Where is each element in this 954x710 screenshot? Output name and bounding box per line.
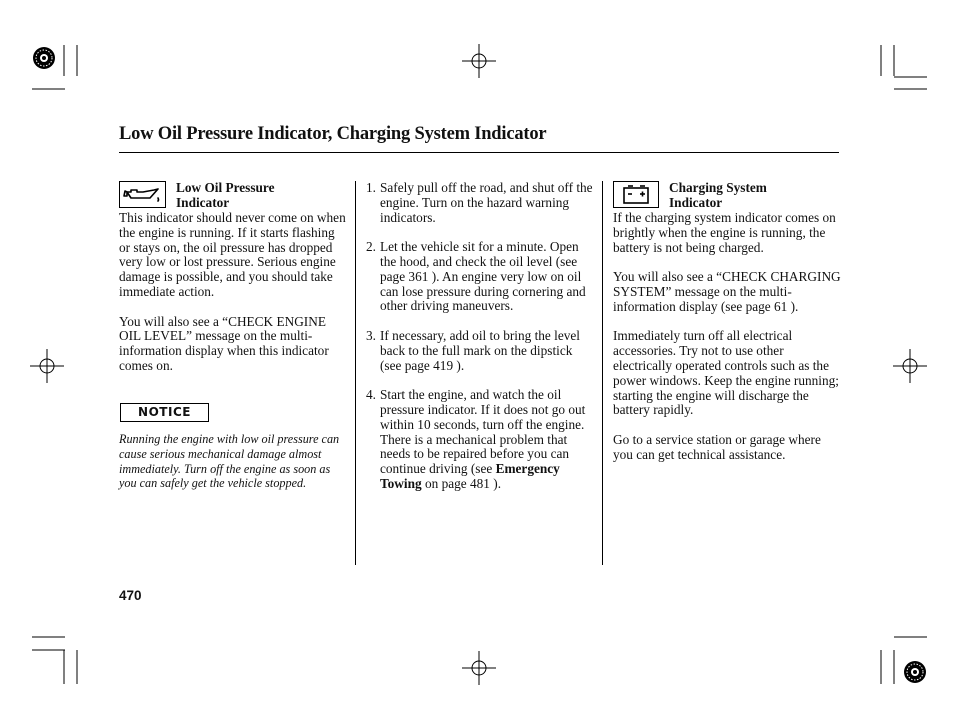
title-rule <box>119 152 839 153</box>
middle-column <box>366 181 596 507</box>
page-title: Low Oil Pressure Indicator, Charging System Indicator <box>119 124 547 144</box>
list-item: 4. Start the engine, and watch the oil pressure indicator. If it does not go out within 10 seconds, turn off the engine. There is a mechanical problem that needs to be repaired before you can continue driving (see Emergency Towing on page 481 ). <box>366 387 586 491</box>
oil-pressure-heading: Low Oil Pressure Indicator <box>176 180 275 210</box>
charging-indicator-box <box>613 181 659 208</box>
column-divider-left <box>355 181 356 565</box>
paragraph: You will also see a “CHECK ENGINE OIL LEVEL” message on the multi-information display when this indicator comes on. <box>119 313 329 373</box>
charging-system-body <box>613 211 841 477</box>
notice-text: Running the engine with low oil pressure can cause serious mechanical damage almost immediately. Turn off the engine as soon as you can safely get the vehicle stopped. <box>119 432 340 491</box>
charging-system-heading: Charging System Indicator <box>669 180 767 210</box>
list-item: 3. If necessary, add oil to bring the level back to the full mark on the dipstick (see page 419 ). <box>366 327 580 373</box>
paragraph: This indicator should never come on when the engine is running. If it starts flashing or stays on, the oil pressure has dropped very low or lost pressure. Serious engine damage is possible, and you should take immediate action. <box>119 210 346 299</box>
notice-label: NOTICE <box>120 403 209 422</box>
oil-can-icon <box>120 182 165 207</box>
battery-icon <box>614 182 658 207</box>
procedure-steps <box>366 181 596 492</box>
list-item: 2. Let the vehicle sit for a minute. Open the hood, and check the oil level (see page 361 ). An engine very low on oil can lose pressure during cornering and other driving maneuvers. <box>366 239 586 314</box>
oil-pressure-indicator-box <box>119 181 166 208</box>
paragraph: Go to a service station or garage where you can get technical assistance. <box>613 431 821 462</box>
emergency-towing-link[interactable]: Emergency Towing <box>380 461 560 491</box>
list-item: 1. Safely pull off the road, and shut off the engine. Turn on the hazard warning indicators. <box>366 180 593 225</box>
paragraph: Immediately turn off all electrical accessories. Try not to use other electrically operated controls such as the power windows. Keep the engine running; starting the engine will discharge the battery rapidly. <box>613 328 839 418</box>
paragraph: You will also see a “CHECK CHARGING SYSTEM” message on the multi-information display (see page 61 ). <box>613 269 841 314</box>
oil-pressure-body <box>119 211 349 389</box>
paragraph: If the charging system indicator comes on brightly when the engine is running, the battery is not being charged. <box>613 210 836 255</box>
column-divider-right <box>602 181 603 565</box>
page-number: 470 <box>119 588 142 603</box>
